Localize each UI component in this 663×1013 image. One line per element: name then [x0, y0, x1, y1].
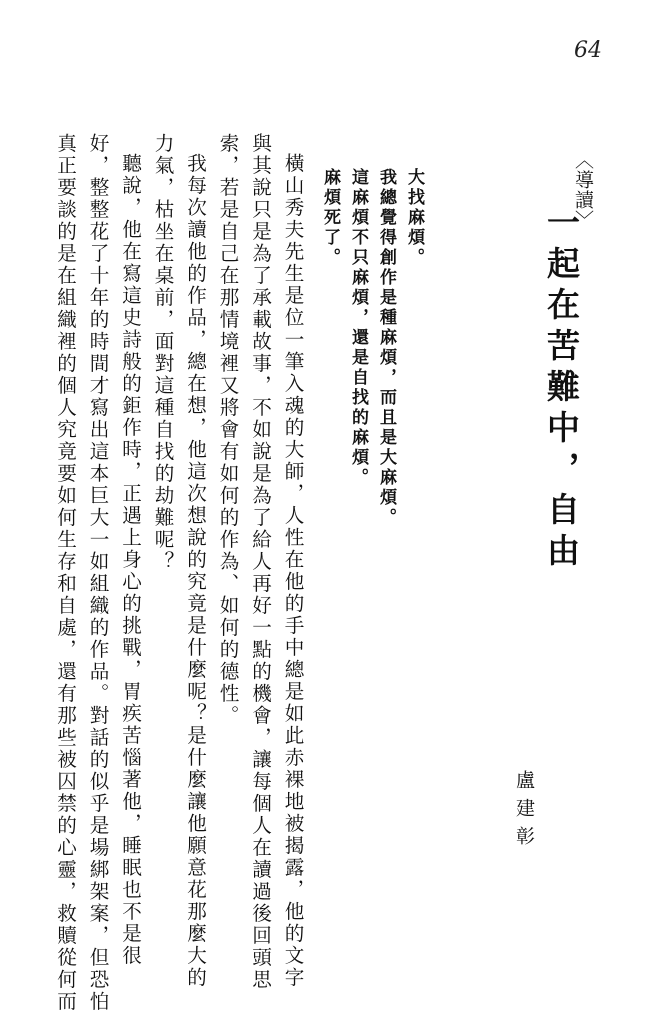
author-name: 盧建彰 — [513, 770, 535, 854]
body-line: 聽說，他在寫這史詩般的鉅作時，正遇上身心的挑戰，胃疾苦惱著他，睡眠也不是很 — [118, 153, 142, 967]
epigraph — [320, 168, 428, 528]
body-line: 索，若是自己在那情境裡又將會有如何的作為、如何的德性。 — [216, 133, 239, 727]
epigraph-line: 麻煩死了。 — [320, 168, 340, 268]
body-line: 力氣，枯坐在桌前，面對這種自找的劫難呢？ — [151, 133, 174, 573]
body-line: 與其說只是為了承載故事，不如說是為了給人再好一點的機會，讓每個人在讀過後回頭思 — [248, 133, 272, 991]
chapter-title: 一起在苦難中，自由 — [542, 205, 581, 574]
page-number: 64 — [574, 38, 602, 63]
body-line: 好，整整花了十年的時間才寫出這本巨大一如組織的作品。對話的似乎是場綁架案，但恐怕 — [86, 133, 109, 1013]
body-line: 我每次讀他的作品，總在想，他這次想說的究竟是什麼呢？是什麼讓他願意花那麼大的 — [183, 153, 207, 989]
body-line: 真正要談的是在組織裡的個人究竟要如何生存和自處，還有那些被囚禁的心靈，救贖從何而 — [53, 133, 77, 1013]
epigraph-line: 這麻煩不只麻煩，還是自找的麻煩。 — [348, 168, 368, 488]
epigraph-line: 我總覺得創作是種麻煩，而且是大麻煩。 — [376, 168, 396, 528]
epigraph-line: 大找麻煩。 — [404, 168, 424, 268]
body-text — [53, 133, 308, 1013]
body-line: 橫山秀夫先生是位一筆入魂的大師，人性在他的手中總是如此赤裸地被揭露，他的文字 — [281, 153, 304, 989]
section-label: 〈導讀〉 — [572, 150, 594, 230]
